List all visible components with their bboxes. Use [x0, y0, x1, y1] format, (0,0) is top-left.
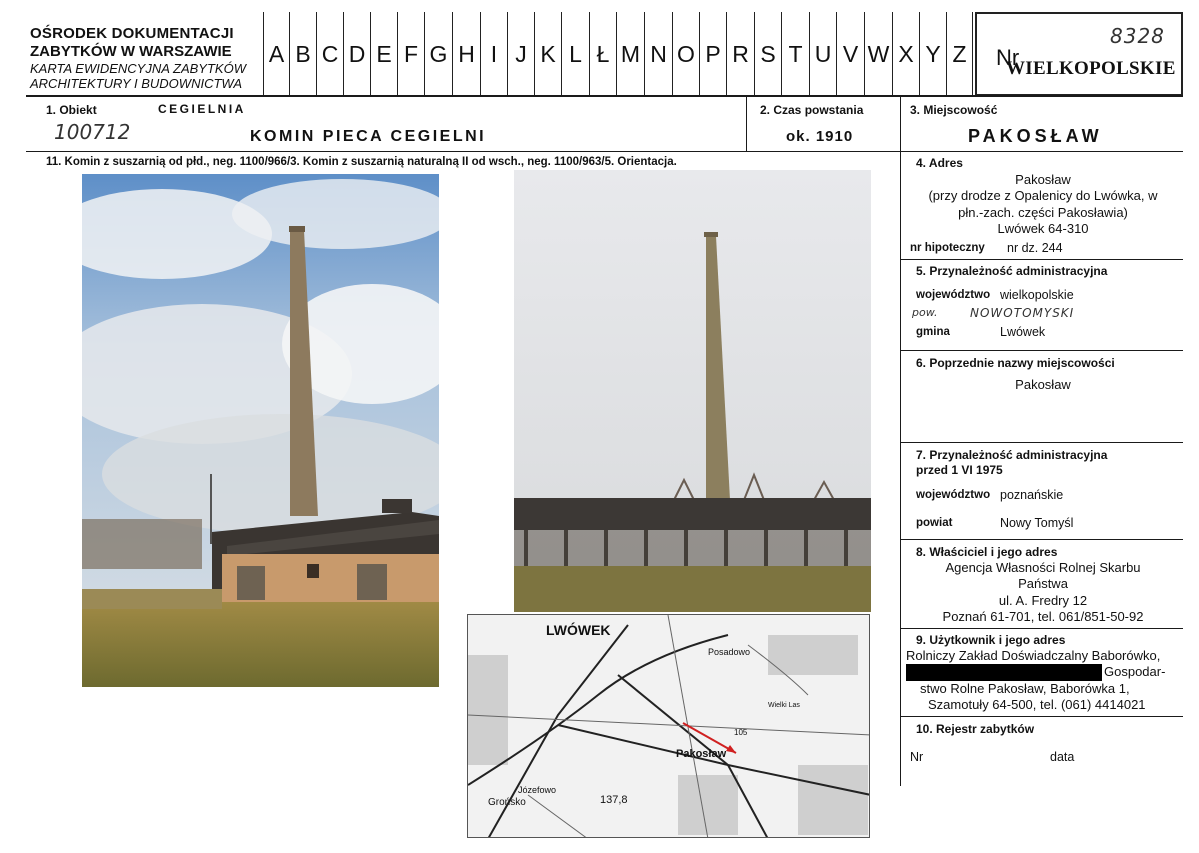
admin-current-voiv-value: wielkopolskie [1000, 288, 1074, 302]
admin-1975-label2: przed 1 VI 1975 [916, 463, 1003, 477]
divider-6 [900, 442, 1183, 443]
alphabet-letter: G [424, 12, 452, 96]
map-label-pakoslaw: Pakosław [676, 748, 727, 760]
map-label-wielki-las: Wielki Las [768, 702, 800, 709]
alphabet-letter: A [263, 12, 289, 96]
photo-chimney-east [514, 170, 871, 612]
location-map-image [468, 615, 870, 838]
previous-names-label: 6. Poprzednie nazwy miejscowości [916, 356, 1115, 370]
divider-9 [900, 716, 1183, 717]
map-label-elevation: 137,8 [600, 794, 628, 806]
alphabet-letter: S [754, 12, 781, 96]
photo-caption: 11. Komin z suszarnią od płd., neg. 1100/966/3. Komin z suszarnią naturalną II od wsch., neg. 1100/963/5. Orientacja. [46, 156, 677, 168]
alphabet-letter: K [534, 12, 561, 96]
divider-v1 [746, 96, 747, 152]
owner-address [904, 560, 1182, 625]
alphabet-letter: I [480, 12, 507, 96]
divider-v2 [900, 96, 901, 786]
admin-current-label: 5. Przynależność administracyjna [916, 264, 1108, 278]
card-type-line2: ARCHITEKTURY I BUDOWNICTWA [30, 76, 243, 91]
address-text [904, 172, 1182, 237]
user-label: 9. Użytkownik i jego adres [916, 633, 1066, 647]
address-line2: (przy drodze z Opalenicy do Lwówka, w [928, 188, 1158, 204]
card-type-line1: KARTA EWIDENCYJNA ZABYTKÓW [30, 61, 246, 76]
map-label-105: 105 [734, 728, 748, 737]
institution-name-line1: OŚRODEK DOKUMENTACJI [30, 25, 234, 42]
handwritten-powiat-label: pow. [912, 306, 938, 319]
alphabet-letter: R [726, 12, 754, 96]
alphabet-letter: B [289, 12, 316, 96]
alphabet-letter: U [809, 12, 836, 96]
place-value: PAKOSŁAW [968, 126, 1103, 146]
alphabet-letter: M [616, 12, 644, 96]
alphabet-letter: W [864, 12, 892, 96]
admin-1975-powiat-label: powiat [916, 517, 953, 529]
owner-line3: ul. A. Fredry 12 [998, 592, 1088, 608]
alphabet-letter: Z [946, 12, 973, 96]
handwritten-record-number: 8328 [1110, 24, 1165, 48]
alphabet-index [263, 12, 973, 96]
map-label-posadowo: Posadowo [708, 647, 751, 657]
handwritten-powiat-value: NOWOTOMYSKI [970, 306, 1075, 320]
object-category: CEGIELNIA [158, 102, 246, 116]
admin-1975-voiv-value: poznańskie [1000, 488, 1064, 502]
alphabet-letter: C [316, 12, 343, 96]
row-divider [26, 151, 1183, 152]
admin-current-gmina-label: gmina [916, 326, 950, 338]
photo-chimney-east-image [514, 170, 871, 612]
user-line1: Rolniczy Zakład Doświadczalny Baborówko, [906, 648, 1161, 663]
user-line3: stwo Rolne Pakosław, Baborówka 1, [920, 681, 1130, 696]
address-line3: płn.-zach. części Pakosławia) [958, 204, 1128, 220]
location-map [467, 614, 870, 838]
institution-name-line2: ZABYTKÓW W WARSZAWIE [30, 43, 232, 60]
nr-label: Nr [996, 45, 1020, 70]
mortgage-label: nr hipoteczny [910, 242, 985, 254]
admin-current-gmina-value: Lwówek [1000, 325, 1046, 339]
owner-line2: Państwa [1018, 576, 1068, 592]
registry-nr-label: Nr [910, 750, 924, 764]
alphabet-letter: O [672, 12, 699, 96]
admin-1975-voiv-label: województwo [916, 489, 991, 501]
registry-date-label: data [1050, 750, 1075, 764]
divider-4 [900, 259, 1183, 260]
photo-chimney-south [82, 174, 439, 687]
user-line4: Szamotuły 64-500, tel. (061) 4414021 [928, 697, 1146, 712]
map-label-lwowek: LWÓWEK [546, 622, 611, 638]
handwritten-object-code: 100712 [54, 120, 131, 144]
user-line2: Gospodar- [1104, 664, 1166, 679]
admin-current-voiv-label: województwo [916, 289, 991, 301]
owner-label: 8. Właściciel i jego adres [916, 545, 1058, 559]
alphabet-letter: E [370, 12, 397, 96]
time-value: ok. 1910 [786, 128, 854, 145]
divider-8 [900, 628, 1183, 629]
region-name: WIELKOPOLSKIE [1006, 58, 1176, 79]
alphabet-letter: Ł [589, 12, 616, 96]
object-label: 1. Obiekt [46, 103, 97, 117]
divider-5 [900, 350, 1183, 351]
photo-chimney-south-image [82, 174, 439, 687]
admin-1975-powiat-value: Nowy Tomyśl [1000, 516, 1074, 530]
alphabet-letter: N [644, 12, 672, 96]
alphabet-letter: P [699, 12, 726, 96]
admin-1975-label: 7. Przynależność administracyjna [916, 448, 1108, 462]
header-divider [26, 95, 1183, 97]
alphabet-letter: H [452, 12, 480, 96]
owner-line4: Poznań 61-701, tel. 061/851-50-92 [942, 608, 1144, 624]
place-label: 3. Miejscowość [910, 103, 998, 117]
alphabet-letter: F [397, 12, 424, 96]
alphabet-letter: X [892, 12, 919, 96]
owner-line1: Agencja Własności Rolnej Skarbu [945, 560, 1141, 575]
alphabet-letter: V [836, 12, 864, 96]
map-label-jozefowo: Józefowo [518, 785, 557, 795]
registry-label: 10. Rejestr zabytków [916, 722, 1035, 736]
object-name: KOMIN PIECA CEGIELNI [250, 128, 487, 145]
redaction-bar [906, 664, 1102, 681]
address-line4: Lwówek 64-310 [997, 220, 1089, 236]
map-label-gronsko: Grońsko [488, 797, 526, 808]
divider-7 [900, 539, 1183, 540]
alphabet-letter: Y [919, 12, 946, 96]
institution-block [30, 26, 262, 90]
address-label: 4. Adres [916, 156, 963, 170]
time-label: 2. Czas powstania [760, 103, 864, 117]
alphabet-letter: L [561, 12, 589, 96]
alphabet-letter: T [781, 12, 809, 96]
previous-names-value: Pakosław [1015, 377, 1071, 392]
address-line1: Pakosław [1015, 172, 1071, 187]
alphabet-letter: D [343, 12, 370, 96]
mortgage-value: nr dz. 244 [1007, 241, 1063, 255]
alphabet-letter: J [507, 12, 534, 96]
